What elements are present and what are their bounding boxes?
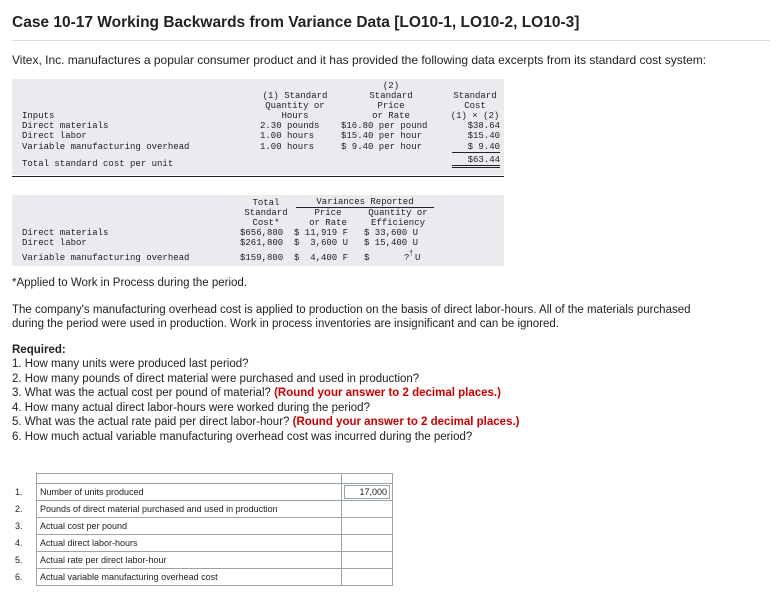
t1-total-value: $63.44 [452,155,500,168]
answer-input[interactable] [342,552,393,569]
t2-variances-header: Variances Reported [296,197,434,208]
t1-total-label: Total standard cost per unit [22,159,174,169]
t2-row-materials-label: Direct materials [22,228,109,238]
col1-header: (1) Standard Quantity or Hours [262,91,328,121]
intro-text: Vitex, Inc. manufactures a popular consumer product and it has provided the following data excerpts from its standard cost system: [12,53,707,67]
answer-input[interactable] [342,569,393,586]
t1-row-overhead-cost: $ 9.40 [452,142,500,153]
t1-row-overhead-price: $ 9.40 per hour [341,142,423,152]
dagger-mark: † [409,250,414,258]
t2-row-materials-total: $656,880 [240,228,284,238]
t1-row-overhead-label: Variable manufacturing overhead [22,142,190,152]
questions-list [12,357,520,444]
answer-input[interactable] [342,535,393,552]
answer-row: 6. Actual variable manufacturing overhead cost [12,569,393,586]
answer-row: 3. Actual cost per pound [12,518,393,535]
answer-row: 2. Pounds of direct material purchased and used in production [12,501,393,518]
t2-row-overhead-qty-suffix: U [415,253,421,263]
question-5: 5. What was the actual rate paid per direct labor-hour? (Round your answer to 2 decimal places.) [12,416,520,428]
col3-header: Standard Cost (1) × (2) [450,91,500,121]
t2-row-labor-price: $ 3,600 U [294,238,349,248]
t2-row-overhead-total: $159,800 [240,253,284,263]
rounding-note: (Round your answer to 2 decimal places.) [274,387,501,399]
t2-total-header: Total Standard Cost* [244,198,288,228]
question-6: 6. How much actual variable manufacturing overhead cost was incurred during the period? [12,430,473,443]
page-title: Case 10-17 Working Backwards from Variance Data [LO10-1, LO10-2, LO10-3] [12,14,580,31]
t1-row-materials-qty: 2.30 pounds [260,121,320,131]
t1-row-overhead-qty: 1.00 hours [260,142,315,152]
answer-input[interactable]: 17,000 [344,485,390,499]
answer-row: 5. Actual rate per direct labor-hour [12,552,393,569]
footnote: *Applied to Work in Process during the period. [12,277,248,289]
question-4: 4. How many actual direct labor-hours were worked during the period? [12,401,370,414]
question-2: 2. How many pounds of direct material were purchased and used in production? [12,372,420,385]
t2-row-overhead-price: $ 4,400 F [294,253,349,263]
col2-header: (2) Standard Price or Rate [369,81,413,121]
paragraph-line-2: during the period were used in production. Work in process inventories are insignificant and can be ignored. [12,318,559,330]
t1-row-materials-cost: $38.64 [467,121,500,131]
t1-row-labor-label: Direct labor [22,131,87,141]
question-3: 3. What was the actual cost per pound of material? (Round your answer to 2 decimal places.) [12,387,501,399]
t1-row-materials-price: $16.80 per pound [341,121,428,131]
question-1: 1. How many units were produced last period? [12,358,249,370]
answer-row: 4. Actual direct labor-hours [12,535,393,552]
t1-row-materials-label: Direct materials [22,121,109,131]
title-divider [12,40,770,41]
t2-qty-header: Quantity or Efficiency [368,208,428,228]
answer-input[interactable] [342,518,393,535]
paragraph-line-1: The company's manufacturing overhead cost is applied to production on the basis of direct labor-hours. All of the materials purchased [12,304,691,316]
answer-row: 1. Number of units produced 17,000 [12,484,393,501]
required-label: Required: [12,344,66,356]
t1-row-labor-cost: $15.40 [467,131,500,141]
t2-row-labor-total: $261,800 [240,238,284,248]
t2-price-header: Price or Rate [309,208,347,228]
t2-row-overhead-qty-prefix: $ [364,253,370,263]
t1-row-labor-price: $15.40 per hour [341,131,423,141]
t2-row-materials-qty: $ 33,600 U [364,228,419,238]
rounding-note: (Round your answer to 2 decimal places.) [292,416,520,428]
inputs-label: Inputs [22,111,55,121]
t2-row-overhead-qty-mark: ? [404,253,410,263]
t2-row-materials-price: $ 11,919 F [294,228,349,238]
t2-row-labor-label: Direct labor [22,238,87,248]
panel-bottom-rule [12,176,504,177]
t2-row-overhead-label: Variable manufacturing overhead [22,253,190,263]
answer-table-header [12,474,393,484]
answer-input[interactable] [342,501,393,518]
t1-row-labor-qty: 1.00 hours [260,131,315,141]
t2-row-labor-qty: $ 15,400 U [364,238,419,248]
answer-table [12,473,393,586]
